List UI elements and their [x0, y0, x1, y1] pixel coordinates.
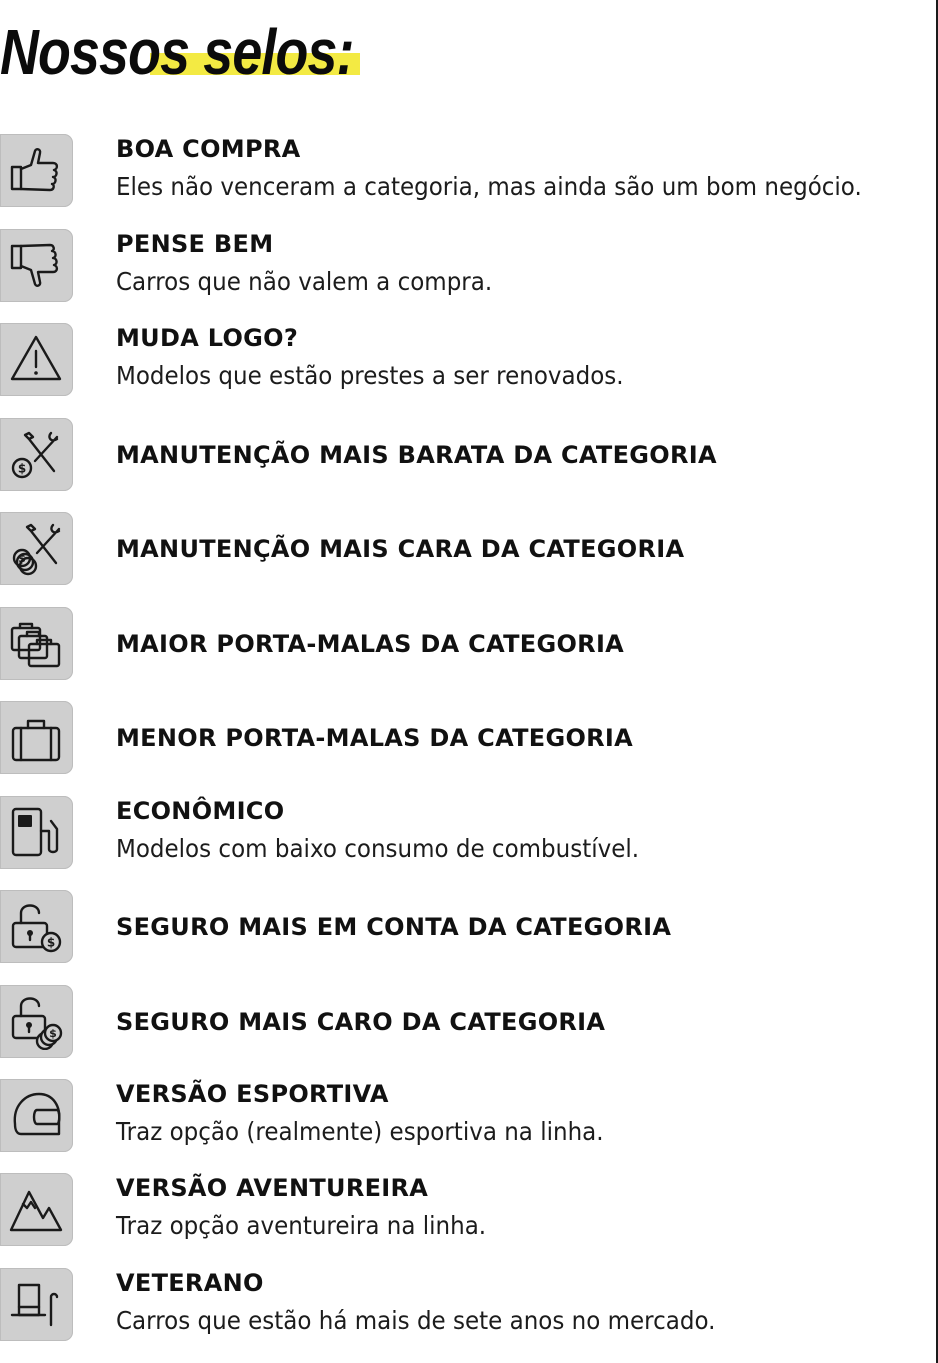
- seal-text: [116, 1268, 931, 1342]
- seal-description: Modelos que estão prestes a ser renovados.: [116, 361, 624, 390]
- thumbs-down-icon: [7, 236, 65, 294]
- seal-text: [116, 134, 931, 208]
- seal-icon-box: [0, 607, 73, 680]
- seal-description: Eles não venceram a categoria, mas ainda são um bom negócio.: [116, 172, 862, 201]
- seal-maior-porta-malas: [0, 607, 936, 681]
- seal-text: [116, 229, 931, 303]
- fuel-pump-icon: [7, 803, 65, 861]
- seal-icon-box: [0, 1173, 73, 1246]
- smallest-trunk-icon: [7, 708, 65, 766]
- title-block: [0, 12, 421, 92]
- page-title: Nossos selos:: [0, 16, 354, 88]
- seal-name: SEGURO MAIS CARO DA CATEGORIA: [116, 1008, 606, 1036]
- seal-name: PENSE BEM: [116, 230, 274, 258]
- warning-icon: [7, 330, 65, 388]
- seal-icon-box: [0, 229, 73, 302]
- expensive-insurance-icon: [7, 992, 65, 1050]
- seal-description: Modelos com baixo consumo de combustível.: [116, 834, 640, 863]
- mountain-icon: [7, 1180, 65, 1238]
- helmet-icon: [7, 1086, 65, 1144]
- seal-name: MANUTENÇÃO MAIS CARA DA CATEGORIA: [116, 535, 685, 563]
- seal-name: MAIOR PORTA-MALAS DA CATEGORIA: [116, 630, 625, 658]
- seal-name: BOA COMPRA: [116, 135, 301, 163]
- seal-text: [116, 701, 931, 775]
- seal-name: MUDA LOGO?: [116, 324, 299, 352]
- seal-name: ECONÔMICO: [116, 797, 285, 825]
- seal-text: [116, 985, 931, 1059]
- seal-name: VERSÃO AVENTUREIRA: [116, 1174, 429, 1202]
- seal-name: SEGURO MAIS EM CONTA DA CATEGORIA: [116, 913, 672, 941]
- seal-description: Carros que não valem a compra.: [116, 267, 493, 296]
- seal-manutencao-barata: [0, 418, 936, 492]
- seal-seguro-em-conta: [0, 890, 936, 964]
- expensive-maintenance-icon: [7, 519, 65, 577]
- seal-text: [116, 1173, 931, 1247]
- svg-text:$: $: [18, 552, 26, 565]
- seal-icon-box: [0, 985, 73, 1058]
- seal-description: Traz opção aventureira na linha.: [116, 1211, 487, 1240]
- seal-boa-compra: [0, 134, 936, 208]
- seal-name: MANUTENÇÃO MAIS BARATA DA CATEGORIA: [116, 441, 717, 469]
- seal-name: VERSÃO ESPORTIVA: [116, 1080, 389, 1108]
- svg-text:$: $: [17, 461, 27, 476]
- seal-economico: [0, 796, 936, 870]
- seal-pense-bem: [0, 229, 936, 303]
- seal-text: [116, 607, 931, 681]
- seal-description: Traz opção (realmente) esportiva na linha.: [116, 1117, 604, 1146]
- seal-veterano: [0, 1268, 936, 1342]
- seal-icon-box: [0, 1079, 73, 1152]
- seal-icon-box: [0, 796, 73, 869]
- top-hat-cane-icon: [7, 1275, 65, 1333]
- seal-icon-box: [0, 1268, 73, 1341]
- seal-icon-box: [0, 323, 73, 396]
- seal-menor-porta-malas: [0, 701, 936, 775]
- seal-text: [116, 418, 931, 492]
- cheap-insurance-icon: [7, 897, 65, 955]
- seal-name: MENOR PORTA-MALAS DA CATEGORIA: [116, 724, 634, 752]
- seal-text: [116, 1079, 931, 1153]
- seal-text: [116, 890, 931, 964]
- cheap-maintenance-icon: [7, 425, 65, 483]
- seal-description: Carros que estão há mais de sete anos no mercado.: [116, 1306, 716, 1335]
- seal-icon-box: [0, 512, 73, 585]
- seal-seguro-caro: [0, 985, 936, 1059]
- seal-manutencao-cara: [0, 512, 936, 586]
- seal-text: [116, 796, 931, 870]
- largest-trunk-icon: [7, 614, 65, 672]
- seal-text: [116, 323, 931, 397]
- seal-icon-box: [0, 890, 73, 963]
- svg-text:$: $: [46, 935, 56, 950]
- seal-name: VETERANO: [116, 1269, 264, 1297]
- thumbs-up-icon: [7, 141, 65, 199]
- seal-muda-logo: [0, 323, 936, 397]
- seal-versao-esportiva: [0, 1079, 936, 1153]
- seal-icon-box: [0, 701, 73, 774]
- svg-text:$: $: [49, 1027, 57, 1040]
- seal-icon-box: [0, 134, 73, 207]
- seal-versao-aventureira: [0, 1173, 936, 1247]
- seal-icon-box: [0, 418, 73, 491]
- seal-text: [116, 512, 931, 586]
